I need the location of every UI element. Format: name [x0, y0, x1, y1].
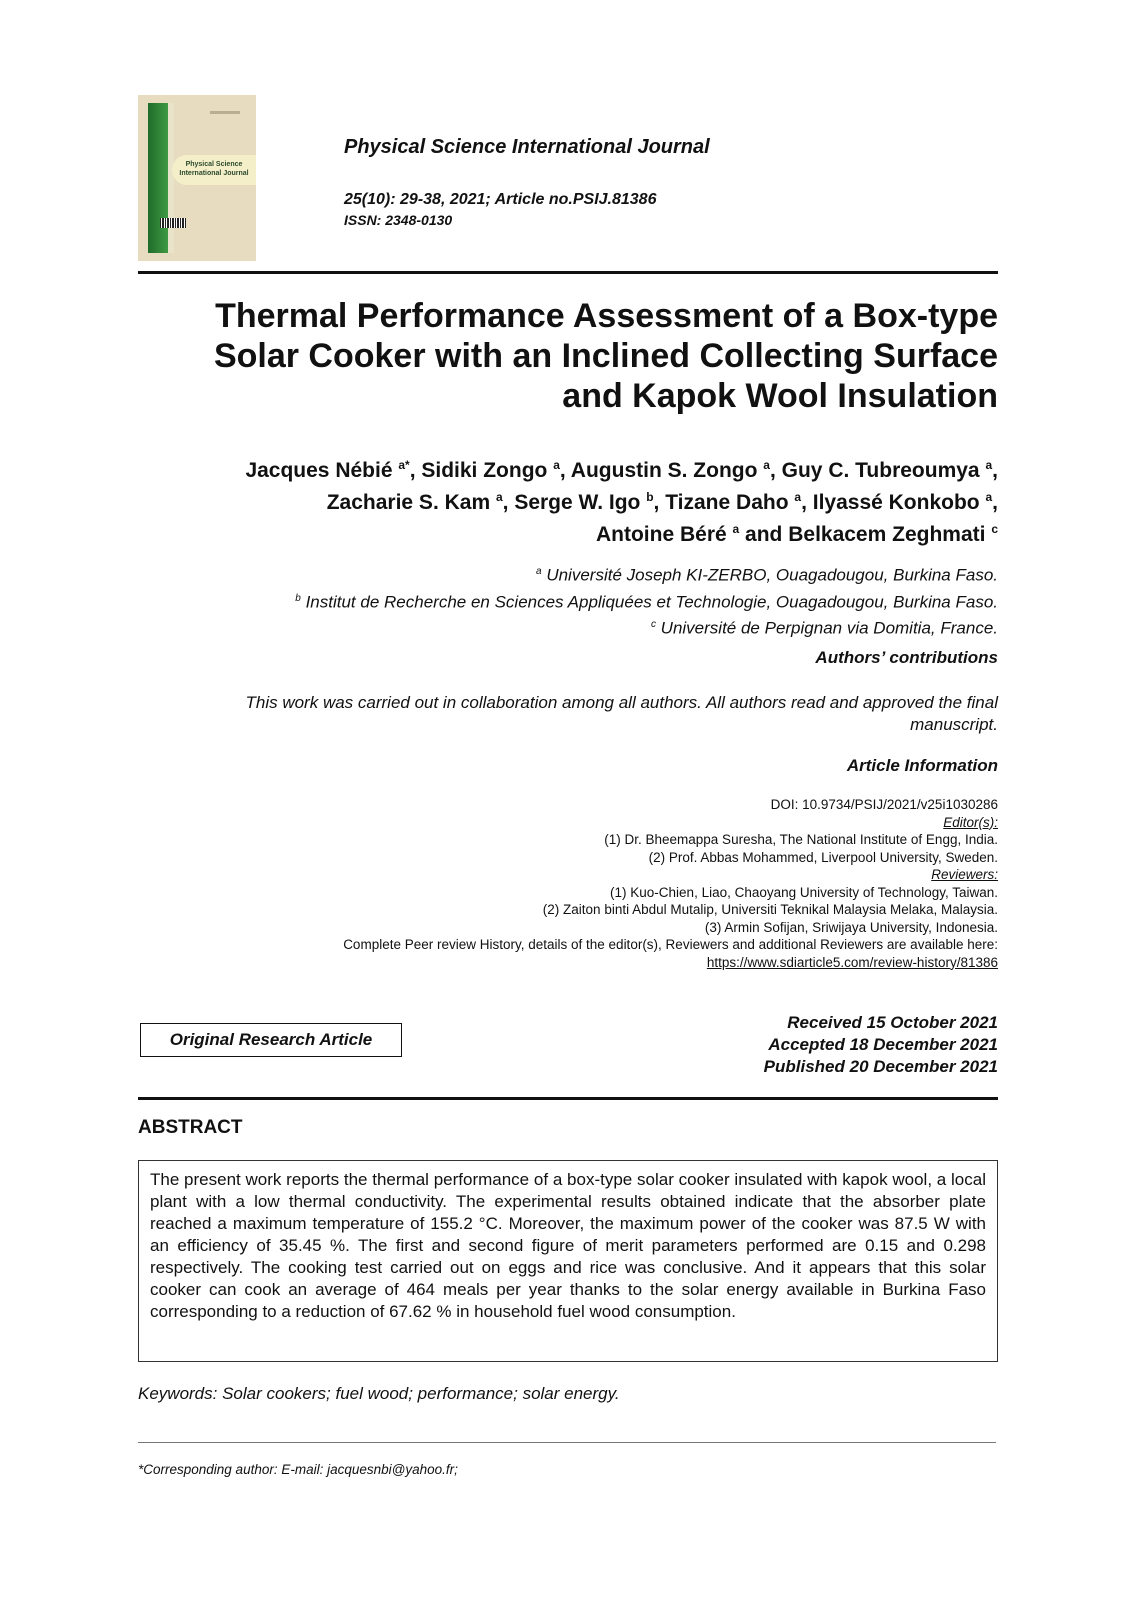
article-type-badge: Original Research Article [140, 1023, 402, 1057]
header-rule [138, 271, 998, 274]
accepted-date: Accepted 18 December 2021 [768, 1035, 998, 1054]
keywords: Keywords: Solar cookers; fuel wood; performance; solar energy. [138, 1384, 620, 1403]
author-name: Serge W. Igo [514, 491, 641, 514]
author-name: Guy C. Tubreoumya [781, 459, 980, 482]
article-title: Thermal Performance Assessment of a Box-type Solar Cooker with an Inclined Collecting Surface and Kapok Wool Insulation [213, 297, 998, 415]
author-name: Belkacem Zeghmati [788, 523, 986, 546]
affiliation-c: $^c$ Université de Perpignan via Domitia, France. [650, 618, 998, 638]
journal-cover-image [138, 95, 256, 261]
reviewer-item: (3) Armin Sofijan, Sriwijaya University, Indonesia. [704, 919, 998, 935]
journal-name: Physical Science International Journal [344, 136, 710, 158]
abstract-heading: ABSTRACT [138, 1117, 243, 1138]
reviewers-label: Reviewers: [931, 867, 998, 882]
article-information-heading: Article Information [846, 756, 998, 775]
peer-review-link[interactable]: https://www.sdiarticle5.com/review-history/81386 [706, 954, 998, 970]
author-name: Jacques Nébié [245, 459, 393, 482]
peer-review-note: Complete Peer review History, details of the editor(s), Reviewers and additional Reviewers are available here: [343, 937, 998, 952]
author-name: Sidiki Zongo [421, 459, 548, 482]
reviewer-item: (1) Kuo-Chien, Liao, Chaoyang University of Technology, Taiwan. [610, 884, 998, 900]
article-dates [600, 1012, 998, 1078]
corresponding-author: *Corresponding author: E-mail: jacquesnbi@yahoo.fr; [138, 1462, 458, 1477]
author-name: Augustin S. Zongo [570, 459, 758, 482]
contributions-text: This work was carried out in collaboration among all authors. All authors read and approved the final manuscript. [245, 693, 998, 734]
issn: ISSN: 2348-0130 [344, 212, 453, 228]
author-name: Zacharie S. Kam [326, 491, 491, 514]
section-rule [138, 1097, 998, 1100]
published-date: Published 20 December 2021 [763, 1057, 998, 1076]
received-date: Received 15 October 2021 [787, 1013, 998, 1032]
author-name: Tizane Daho [665, 491, 789, 514]
volume-line: 25(10): 29-38, 2021; Article no.PSIJ.81386 [344, 191, 657, 208]
affiliation-a: $^a$ Université Joseph KI-ZERBO, Ouagadougou, Burkina Faso. [536, 565, 998, 585]
barcode-icon [160, 218, 186, 228]
author-list: Jacques Nébié $^{a*}$, Sidiki Zongo $^a$, Augustin S. Zongo $^a$, Guy C. Tubreoumya $^a$, Zacharie S. Kam $^a$, Serge W. Igo $^b$, Tizane Daho $^a$, Ilyassé Konkobo $^a$, Antoine Béré $^a$ and Belkacem Zeghmati $^c$ [245, 458, 998, 546]
article-information [140, 796, 998, 971]
affiliations [140, 560, 998, 640]
editor-item: (1) Dr. Bheemappa Suresha, The National Institute of Engg, India. [604, 832, 998, 847]
editors-label: Editor(s): [943, 814, 998, 830]
editor-item: (2) Prof. Abbas Mohammed, Liverpool University, Sweden. [648, 849, 998, 865]
cover-title: Physical Science International Journal [179, 161, 249, 177]
contributions-heading: Authors’ contributions [815, 648, 998, 667]
reviewer-item: (2) Zaiton binti Abdul Mutalip, Universiti Teknikal Malaysia Melaka, Malaysia. [542, 902, 998, 917]
author-name: Antoine Béré [595, 523, 727, 546]
affiliation-b: $^b$ Institut de Recherche en Sciences Appliquées et Technologie, Ouagadougou, Burkina Faso. [295, 592, 998, 612]
doi: DOI: 10.9734/PSIJ/2021/v25i1030286 [770, 797, 998, 812]
footnote-rule [138, 1442, 996, 1443]
abstract-text: The present work reports the thermal performance of a box-type solar cooker insulated with kapok wool, a local plant with a low thermal conductivity. The experimental results obtained indicate that the absorber plate reached a maximum temperature of 155.2 °C. Moreover, the maximum power of the cooker was 87.5 W with an efficiency of 35.45 %. The first and second figure of merit parameters performed are 0.15 and 0.298 respectively. The cooking test carried out on eggs and rice was conclusive. And it appears that this solar cooker can cook an average of 464 meals per year thanks to the solar energy available in Burkina Faso corresponding to a reduction of 67.62 % in household fuel wood consumption. [138, 1160, 998, 1362]
author-name: Ilyassé Konkobo [812, 491, 980, 514]
